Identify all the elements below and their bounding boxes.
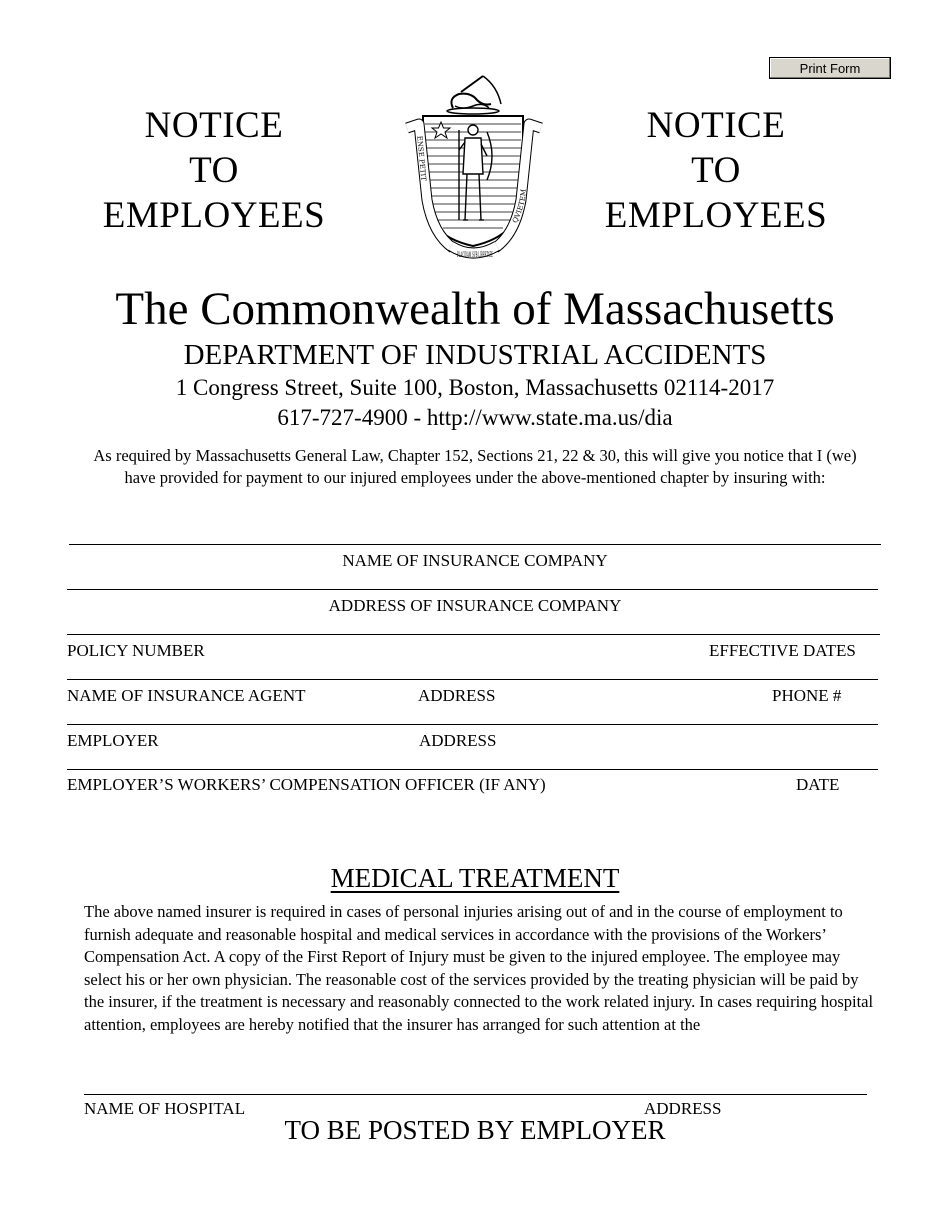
insurance-company-address-label: ADDRESS OF INSURANCE COMPANY: [328, 596, 622, 615]
agent-phone-label: PHONE #: [772, 686, 842, 705]
notice-right-line3: EMPLOYEES: [604, 195, 828, 236]
massachusetts-seal-icon: [393, 70, 555, 266]
department-name: DEPARTMENT OF INDUSTRIAL ACCIDENTS: [183, 339, 767, 371]
agent-name-label: NAME OF INSURANCE AGENT: [67, 686, 306, 705]
department-address: 1 Congress Street, Suite 100, Boston, Massachusetts 02114-2017: [175, 375, 775, 400]
seal-banner-bottom: PLACIDAM SVB LIBERTATE: [457, 251, 493, 259]
seal-banner-right: QVIETEM: [511, 188, 528, 225]
policy-number-label: POLICY NUMBER: [67, 641, 205, 660]
hospital-line[interactable]: [84, 1094, 867, 1095]
agent-line[interactable]: [67, 679, 878, 680]
department-contact: 617-727-4900 - http://www.state.ma.us/dia: [277, 405, 673, 430]
insurance-company-address-line[interactable]: [67, 589, 878, 590]
insurance-company-name-line[interactable]: [69, 544, 881, 545]
date-label: DATE: [796, 775, 840, 794]
seal-banner-left: ENSE PETIT: [415, 135, 428, 182]
notice-left: [84, 103, 344, 238]
employer-label: EMPLOYER: [67, 731, 159, 750]
employer-address-label: ADDRESS: [419, 731, 497, 750]
print-form-button[interactable]: Print Form: [769, 57, 891, 79]
medical-treatment-paragraph: The above named insurer is required in cases of personal injuries arising out of and in the course of employment to furnish adequate and reasonable hospital and medical services in accordance with the provisions of the Workers’ Compensation Act. A copy of the First Report of Injury must be given to the injured employee. The employee may select his or her own physician. The reasonable cost of the services provided by the treating physician will be paid by the insurer, if the treatment is necessary and reasonably connected to the work related injury. In cases requiring hospital attention, employees are hereby notified that the insurer has arranged for such attention at the: [84, 902, 874, 1034]
page-title: The Commonwealth of Massachusetts: [115, 283, 835, 335]
medical-treatment-heading: MEDICAL TREATMENT: [330, 863, 620, 893]
notice-left-line3: EMPLOYEES: [102, 195, 326, 236]
intro-paragraph: As required by Massachusetts General Law, Chapter 152, Sections 21, 22 & 30, this will give you notice that I (we) have provided for payment to our injured employees under the above-mentioned chapter by insuring with:: [93, 446, 857, 487]
hospital-address-label: ADDRESS: [644, 1099, 722, 1118]
agent-address-label: ADDRESS: [418, 686, 496, 705]
hospital-name-label: NAME OF HOSPITAL: [84, 1099, 246, 1118]
insurance-company-name-label: NAME OF INSURANCE COMPANY: [342, 551, 608, 570]
notice-left-line2: TO: [189, 150, 239, 191]
notice-right: [586, 103, 846, 238]
employer-line[interactable]: [67, 724, 878, 725]
notice-right-line1: NOTICE: [646, 105, 786, 146]
notice-left-line1: NOTICE: [144, 105, 284, 146]
notice-right-line2: TO: [691, 150, 741, 191]
effective-dates-label: EFFECTIVE DATES: [709, 641, 856, 660]
posted-by-employer: TO BE POSTED BY EMPLOYER: [284, 1115, 666, 1145]
comp-officer-line[interactable]: [67, 769, 878, 770]
comp-officer-label: EMPLOYER’S WORKERS’ COMPENSATION OFFICER (IF ANY): [67, 775, 546, 794]
policy-line[interactable]: [67, 634, 880, 635]
